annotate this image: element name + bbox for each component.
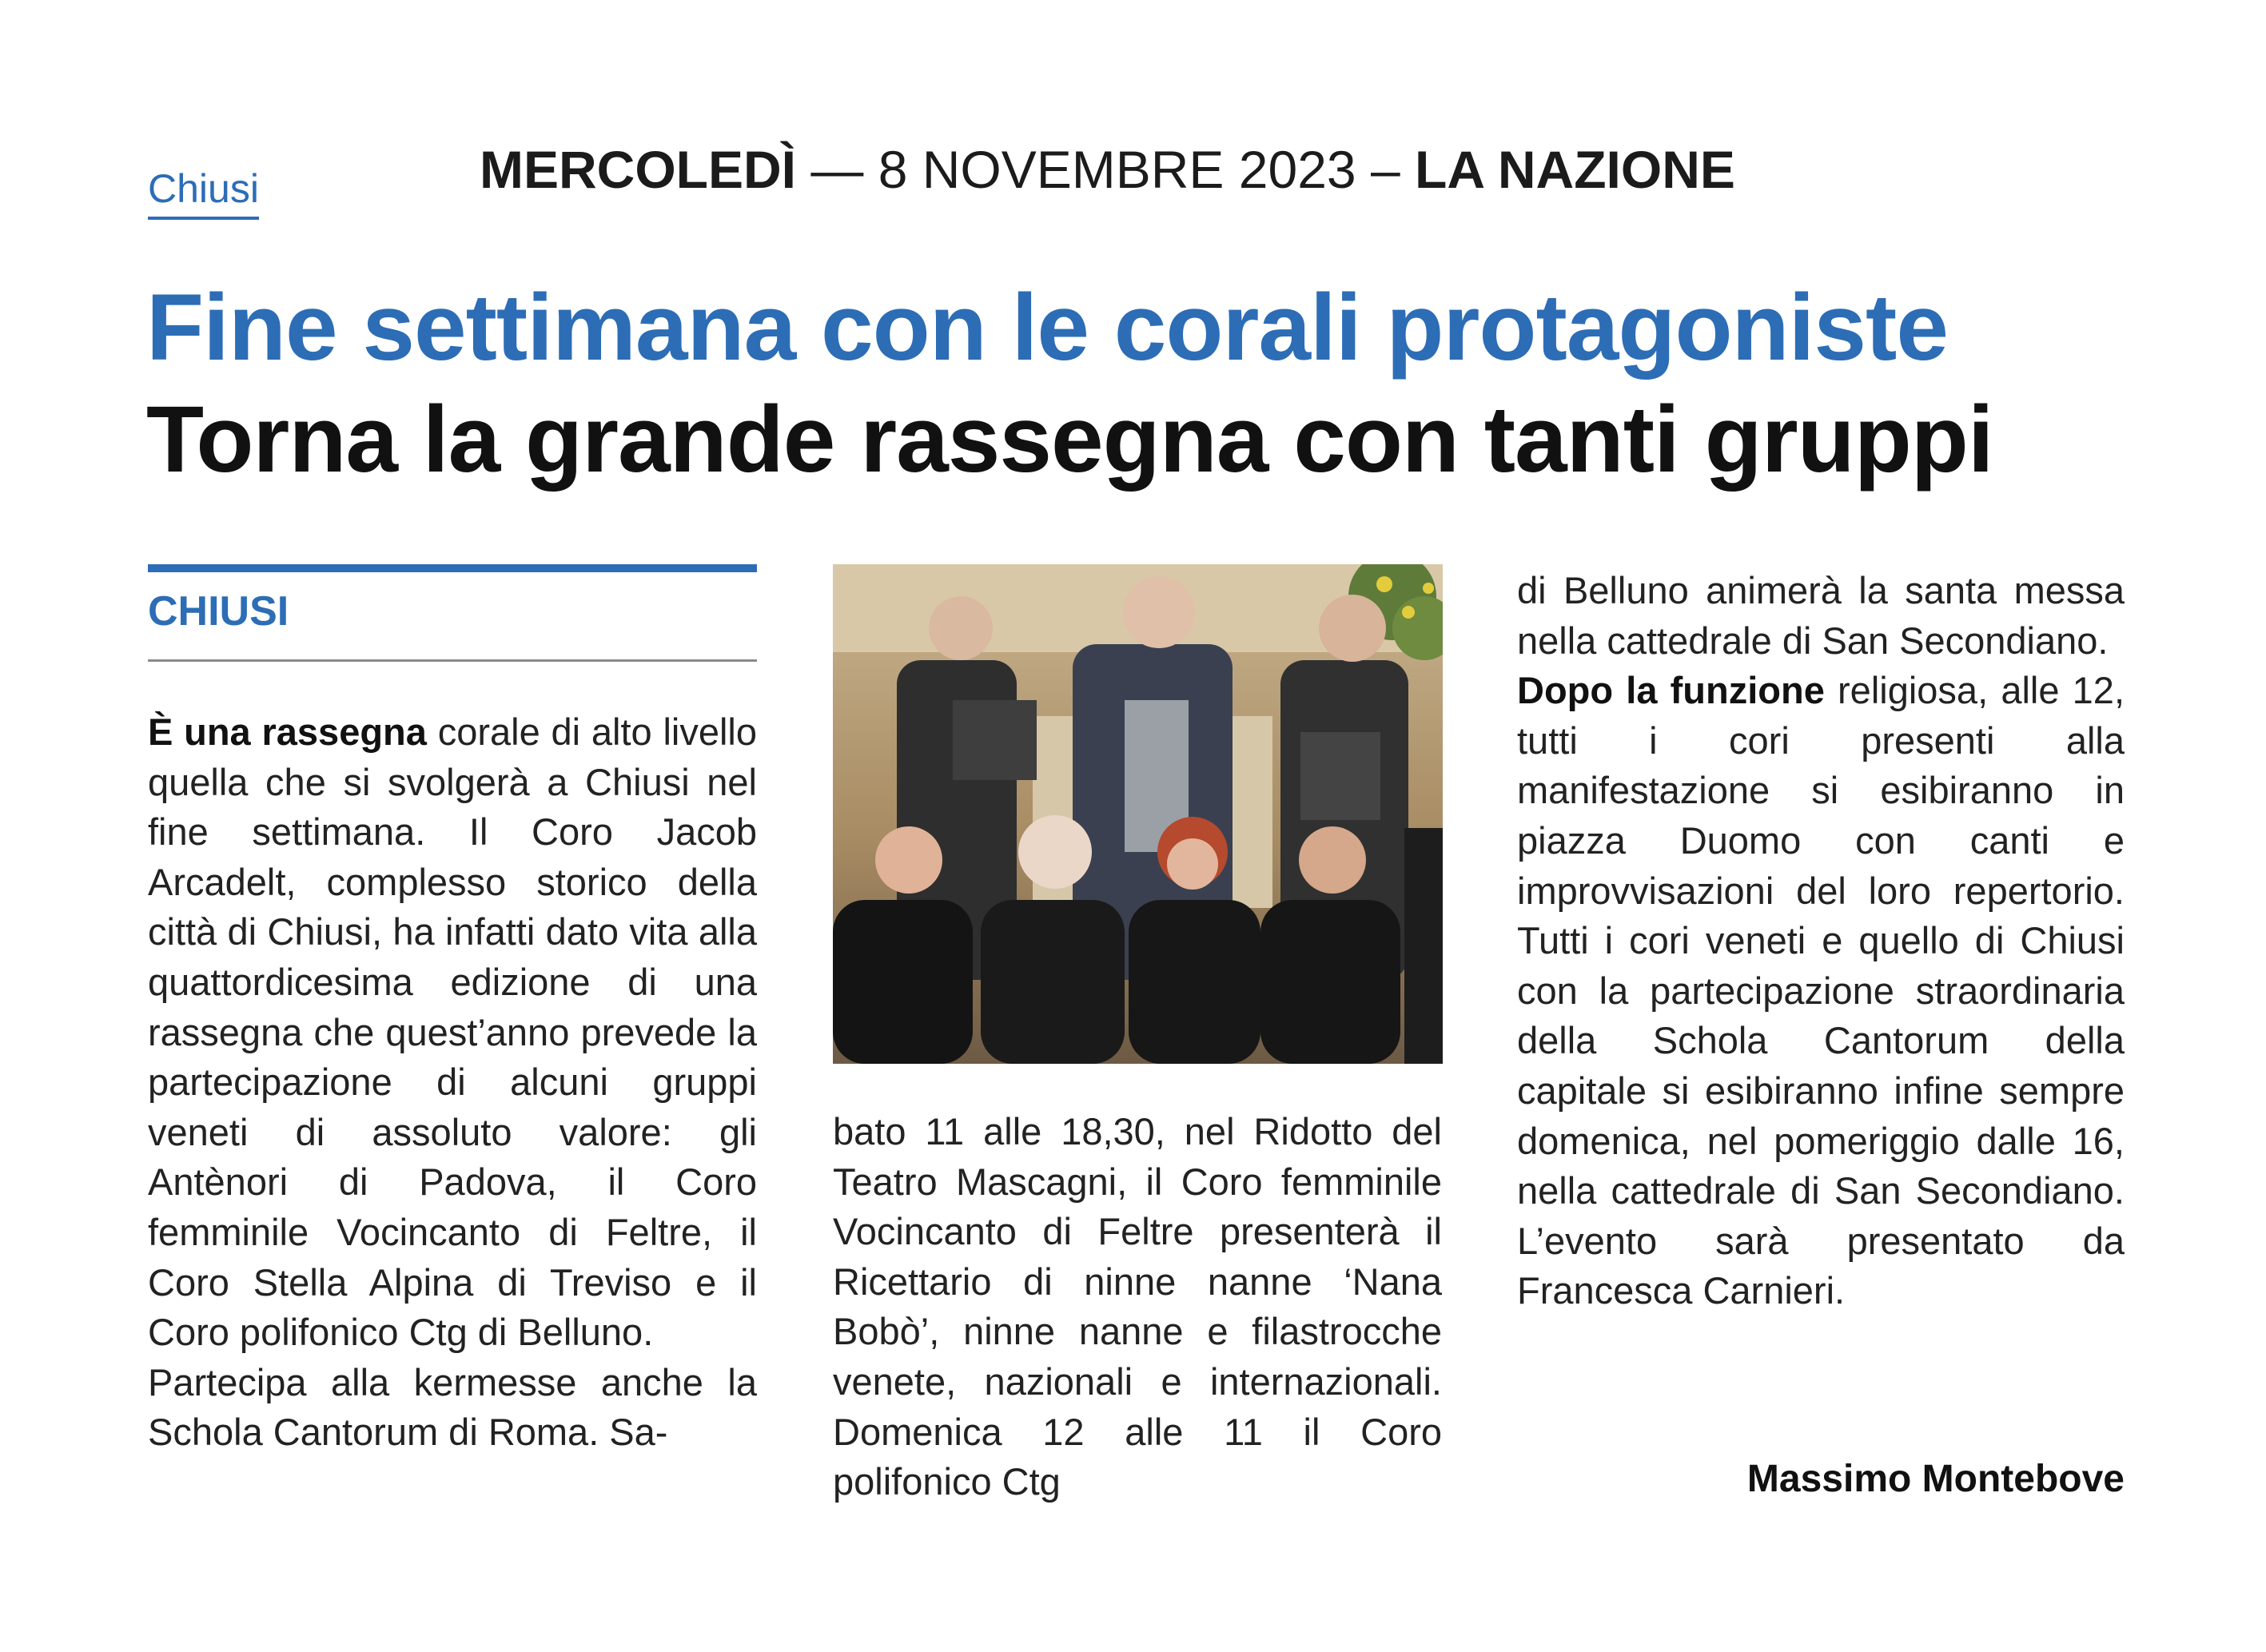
paragraph-text: religiosa, alle 12, tutti i cori presenti alla manifestazione si esibiranno in piazza Duomo con canti e improvvisazioni del loro repertorio. Tutti i cori veneti e quello di Chiusi con la partecipazione straordinaria della Schola Cantorum della capitale si esibiranno infine sempre domenica, nel pomeriggio dalle 16, nella cattedrale di San Secondiano. L’evento sarà presentato da Francesca Carnieri. [1517,669,2125,1312]
paragraph [1517,566,2125,666]
paragraph [148,707,757,1358]
newspaper-name: LA NAZIONE [1415,140,1735,199]
kicker-top-rule [148,564,757,572]
paragraph [1517,666,2125,1316]
paragraph-text: Partecipa alla kermesse anche la Schola Cantorum di Roma. Sa- [148,1360,757,1454]
lead-in: È una rassegna [148,711,427,753]
dateline [480,137,1735,201]
weekday: MERCOLEDÌ [480,140,796,199]
dateline-separator: — [796,140,878,199]
dateline-separator: – [1356,140,1416,199]
paragraph-text: bato 11 alle 18,30, nel Ridotto del Teatro Mascagni, il Coro femminile Vocincanto di Feltre presenterà il Ricettario di ninne nanne ‘Nana Bobò’, ninne nanne e filastrocche venete, nazionali e internazionali. Domenica 12 alle 11 il Coro polifonico Ctg [833,1110,1442,1503]
article-kicker: CHIUSI [148,588,289,635]
headline-title: Fine settimana con le corali protagoniste [146,275,1948,380]
paragraph [148,1358,757,1458]
paragraph-text: di Belluno animerà la santa messa nella cattedrale di San Secondiano. [1517,569,2125,662]
choir-photo [833,564,1443,1064]
byline: Massimo Montebove [1746,1458,2125,1500]
publication-date: 8 NOVEMBRE 2023 [878,140,1356,199]
lead-in: Dopo la funzione [1517,669,1825,712]
paragraph [833,1107,1442,1507]
article-column-3 [1517,566,2125,1316]
headline-subtitle: Torna la grande rassegna con tanti gruppi [146,387,1993,492]
article-column-1 [148,707,757,1458]
kicker-bottom-rule [148,659,757,662]
section-tag: Chiusi [148,164,259,220]
article-column-2 [833,1107,1442,1507]
paragraph-text: corale di alto livello quella che si svolgerà a Chiusi nel fine settimana. Il Coro Jacob Arcadelt, complesso storico della città di Chiusi, ha infatti dato vita alla quattordicesima edizione di una rassegna che quest’anno prevede la partecipazione di alcuni gruppi veneti di assoluto valore: gli Antènori di Padova, il Coro femminile Vocincanto di Feltre, il Coro Stella Alpina di Treviso e il Coro polifonico Ctg di Belluno. [148,711,757,1354]
